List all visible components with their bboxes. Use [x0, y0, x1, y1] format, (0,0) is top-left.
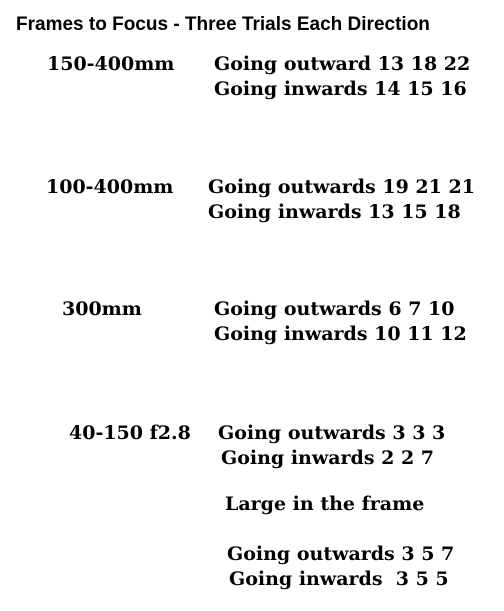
trial-inward-100-400: Going inwards 13 15 18 — [208, 201, 461, 223]
lens-label-150-400: 150-400mm — [47, 53, 175, 75]
trial-outward-300: Going outwards 6 7 10 — [214, 298, 455, 320]
large-frame-inward: Going inwards 3 5 5 — [229, 568, 449, 590]
trial-outward-40-150: Going outwards 3 3 3 — [218, 422, 446, 444]
large-frame-outward: Going outwards 3 5 7 — [227, 543, 455, 565]
trial-inward-300: Going inwards 10 11 12 — [214, 323, 467, 345]
lens-label-100-400: 100-400mm — [46, 176, 174, 198]
lens-label-300: 300mm — [62, 298, 142, 320]
trial-outward-150-400: Going outward 13 18 22 — [214, 53, 471, 75]
page-title: Frames to Focus - Three Trials Each Direction — [16, 14, 430, 35]
lens-label-40-150: 40-150 f2.8 — [69, 422, 191, 444]
trial-inward-40-150: Going inwards 2 2 7 — [221, 447, 435, 469]
trial-inward-150-400: Going inwards 14 15 16 — [214, 78, 467, 100]
large-frame-heading: Large in the frame — [225, 493, 425, 515]
trial-outward-100-400: Going outwards 19 21 21 — [208, 176, 475, 198]
